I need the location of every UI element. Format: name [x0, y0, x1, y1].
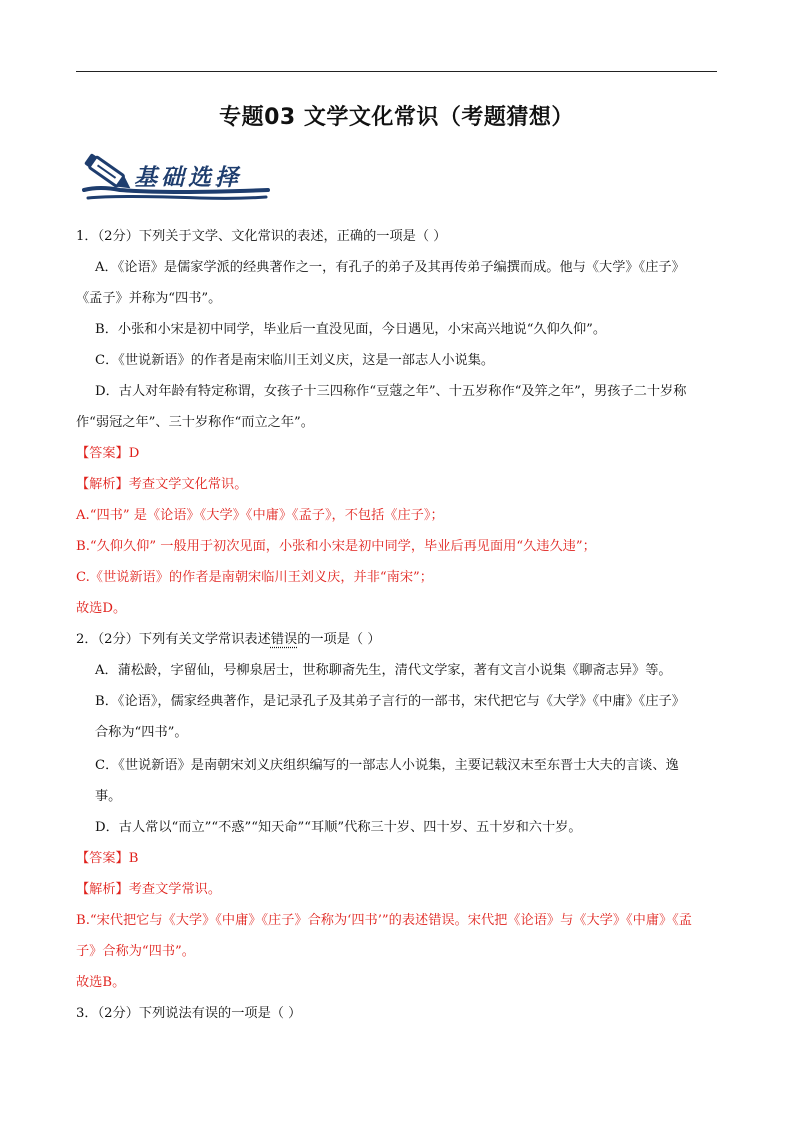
- question-2-stem-start: 2．（2分）下列有关文学常识表述: [76, 632, 271, 647]
- question-1-note-b: B.“久仰久仰” 一般用于初次见面，小张和小宋是初中同学，毕业后再见面用“久违久违”；: [76, 539, 596, 554]
- question-2-analysis: 【解析】考查文学常识。: [76, 882, 222, 897]
- question-1-option-c: C．《世说新语》的作者是南宋临川王刘义庆，这是一部志人小说集。: [95, 353, 495, 368]
- question-1-option-a: A．《论语》是儒家学派的经典著作之一，有孔子的弟子及其再传弟子编撰而成。他与《大学》《庄子》: [95, 260, 685, 275]
- question-1-answer: 【答案】D: [76, 446, 140, 461]
- question-2-stem: [76, 630, 381, 650]
- question-1-option-d: D．古人对年龄有特定称谓，女孩子十三四称作“豆蔻之年”、十五岁称作“及笄之年”，男孩子二十岁称: [95, 384, 687, 399]
- question-2-option-b-cont: 合称为“四书”。: [95, 725, 188, 740]
- question-2-option-c: C．《世说新语》是南朝宋刘义庆组织编写的一部志人小说集，主要记载汉末至东晋士大夫的言谈、逸: [95, 758, 679, 773]
- question-2-stem-end: 的一项是（ ）: [297, 632, 381, 647]
- question-1-note-c: C.《世说新语》的作者是南朝宋临川王刘义庆，并非“南宋”；: [76, 570, 433, 585]
- section-label: 基础选择: [134, 164, 242, 191]
- question-1-analysis: 【解析】考查文学文化常识。: [76, 477, 248, 492]
- question-1-option-d-cont: 作“弱冠之年”、三十岁称作“而立之年”。: [76, 415, 314, 430]
- question-2-option-d: D．古人常以“而立”“不惑”“知天命”“耳顺”代称三十岁、四十岁、五十岁和六十岁。: [95, 820, 582, 835]
- header-rule: [76, 71, 717, 72]
- question-1-option-b: B．小张和小宋是初中同学，毕业后一直没见面，今日遇见，小宋高兴地说“久仰久仰”。: [95, 322, 607, 337]
- question-1-stem: 1．（2分）下列关于文学、文化常识的表述，正确的一项是（ ）: [76, 229, 447, 244]
- question-3-stem: 3．（2分）下列说法有误的一项是（ ）: [76, 1006, 302, 1021]
- question-2-note-b-cont: 子》合称为“四书”。: [76, 944, 195, 959]
- question-2-conclusion: 故选B。: [76, 975, 126, 990]
- question-2-note-b: B.“宋代把它与《大学》《中庸》《庄子》合称为‘四书’”的表述错误。宋代把《论语》与《大学》《中庸》《孟: [76, 913, 692, 928]
- question-2-emphasis: 错误: [270, 632, 298, 647]
- page-title: 专题03 文学文化常识（考题猜想）: [219, 105, 574, 130]
- question-2-answer: 【答案】B: [76, 851, 139, 866]
- section-banner: [80, 146, 280, 208]
- question-2-option-a: A．蒲松龄，字留仙，号柳泉居士，世称聊斋先生，清代文学家，著有文言小说集《聊斋志异》等。: [95, 663, 672, 678]
- question-2-option-c-cont: 事。: [95, 789, 122, 804]
- question-2-option-b: B．《论语》，儒家经典著作，是记录孔子及其弟子言行的一部书，宋代把它与《大学》《中庸》《庄子》: [95, 694, 685, 709]
- question-1-conclusion: 故选D。: [76, 601, 127, 616]
- question-1-option-a-cont: 《孟子》并称为“四书”。: [76, 291, 222, 306]
- question-1-note-a: A.“四书” 是《论语》《大学》《中庸》《孟子》，不包括《庄子》；: [76, 508, 444, 523]
